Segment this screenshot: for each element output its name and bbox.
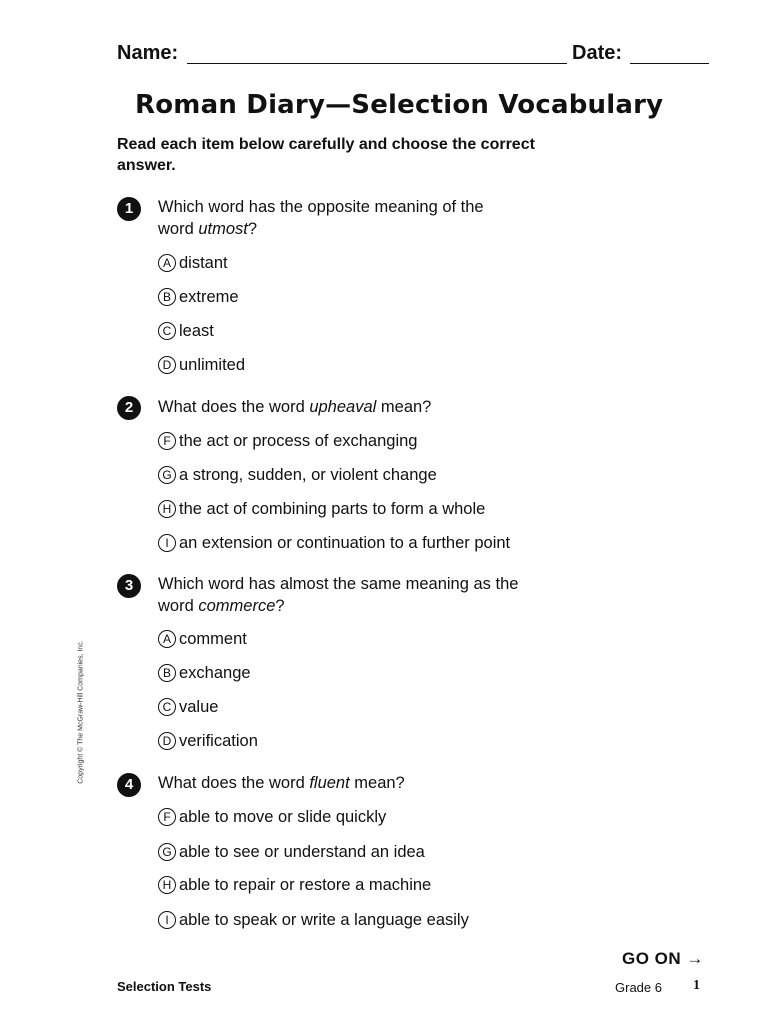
copyright-notice: Copyright © The McGraw-Hill Companies, Inc. [77,640,85,784]
choice-bubble[interactable]: D [158,356,176,374]
answer-choice[interactable] [158,533,510,553]
choice-bubble[interactable]: D [158,732,176,750]
answer-choice[interactable] [158,253,228,273]
choice-text: value [179,698,219,716]
page-number: 1 [693,978,700,993]
footer-section-title: Selection Tests [117,979,212,994]
answer-choice[interactable] [158,321,214,341]
choice-text: the act of combining parts to form a whole [179,500,486,518]
answer-choice[interactable] [158,875,431,895]
answer-choice[interactable] [158,355,245,375]
answer-choice[interactable] [158,697,218,717]
choice-bubble[interactable]: C [158,322,176,340]
choice-text: an extension or continuation to a further point [179,534,511,552]
question-number: 2 [117,396,141,420]
question-text: Which word has the opposite meaning of the word utmost? [158,198,484,238]
choice-bubble[interactable]: G [158,466,176,484]
answer-choice[interactable] [158,431,417,451]
choice-bubble[interactable]: I [158,911,176,929]
answer-choice[interactable] [158,842,425,862]
date-field-line[interactable] [630,63,709,64]
emphasized-word: upheaval [309,398,377,416]
emphasized-word: commerce [198,596,276,615]
choice-bubble[interactable]: H [158,876,176,894]
choice-text: exchange [179,664,251,682]
choice-bubble[interactable]: A [158,254,176,272]
question-text: What does the word upheaval mean? [158,398,432,416]
go-on-indicator: GO ON → [622,949,704,968]
choice-text: unlimited [179,356,246,374]
date-label: Date: [572,42,623,64]
choice-text: extreme [179,288,239,306]
question-number: 1 [117,197,141,221]
question-number: 4 [117,773,141,797]
choice-text: able to repair or restore a machine [179,876,432,894]
question-number: 3 [117,574,141,598]
choice-text: able to see or understand an idea [179,843,425,861]
answer-choice[interactable] [158,807,386,827]
choice-bubble[interactable]: A [158,630,176,648]
footer-grade: Grade 6 [615,980,662,995]
choice-bubble[interactable]: I [158,534,176,552]
page-title: Roman Diary—Selection Vocabulary [135,90,664,120]
instructions: Read each item below carefully and choose the correct answer. [117,136,535,174]
choice-bubble[interactable]: F [158,432,176,450]
choice-text: able to move or slide quickly [179,808,387,826]
choice-bubble[interactable]: B [158,288,176,306]
answer-choice[interactable] [158,465,437,485]
emphasized-word: utmost [198,219,248,238]
answer-choice[interactable] [158,287,239,307]
answer-choice[interactable] [158,731,258,751]
choice-bubble[interactable]: B [158,664,176,682]
choice-bubble[interactable]: C [158,698,176,716]
answer-choice[interactable] [158,499,485,519]
choice-text: able to speak or write a language easily [179,911,469,929]
choice-bubble[interactable]: G [158,843,176,861]
choice-text: least [179,322,214,340]
answer-choice[interactable] [158,629,247,649]
question-text: Which word has almost the same meaning as the word commerce? [158,575,519,615]
answer-choice[interactable] [158,910,469,930]
choice-text: distant [179,254,228,272]
choice-bubble[interactable]: H [158,500,176,518]
emphasized-word: fluent [309,774,350,792]
choice-bubble[interactable]: F [158,808,176,826]
answer-choice[interactable] [158,663,251,683]
choice-text: verification [179,732,258,750]
question-text: What does the word fluent mean? [158,774,405,792]
choice-text: the act or process of exchanging [179,432,418,450]
name-label: Name: [117,42,179,64]
choice-text: a strong, sudden, or violent change [179,466,437,484]
choice-text: comment [179,630,247,648]
name-field-line[interactable] [187,63,567,64]
